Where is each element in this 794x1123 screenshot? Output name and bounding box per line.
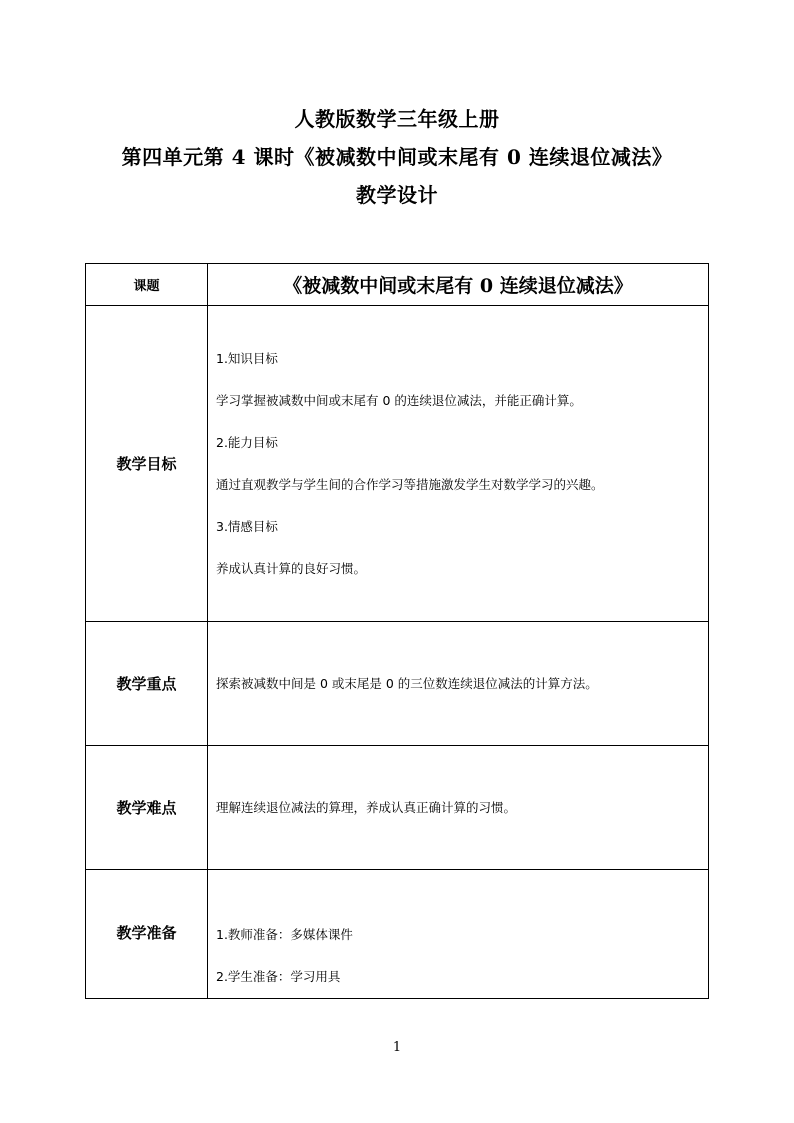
goals-content <box>208 306 709 622</box>
title-line-3: 教学设计 <box>356 183 438 207</box>
topic-label: 课题 <box>86 264 208 306</box>
difficulties-content <box>208 746 709 870</box>
key-points-text: 探索被减数中间是 0 或末尾是 0 的三位数连续退位减法的计算方法。 <box>216 675 598 691</box>
title-line-2: 第四单元第 4 课时《被减数中间或末尾有 0 连续退位减法》 <box>121 145 673 169</box>
goal-line: 通过直观教学与学生间的合作学习等措施激发学生对数学学习的兴趣。 <box>216 476 604 492</box>
key-points-content <box>208 622 709 746</box>
goal-line: 养成认真计算的良好习惯。 <box>216 560 367 576</box>
goal-line: 1.知识目标 <box>216 350 278 366</box>
topic-value: 《被减数中间或末尾有 0 连续退位减法》 <box>208 264 709 306</box>
preparation-label: 教学准备 <box>86 870 208 999</box>
difficulties-text: 理解连续退位减法的算理，养成认真正确计算的习惯。 <box>216 799 517 815</box>
preparation-content <box>208 870 709 999</box>
preparation-line: 1.教师准备：多媒体课件 <box>216 927 353 942</box>
goal-line: 2.能力目标 <box>216 434 278 450</box>
goals-label: 教学目标 <box>86 306 208 622</box>
key-points-label: 教学重点 <box>86 622 208 746</box>
goal-line: 学习掌握被减数中间或末尾有 0 的连续退位减法，并能正确计算。 <box>216 392 582 408</box>
preparation-line: 2.学生准备：学习用具 <box>216 969 341 984</box>
difficulties-label: 教学难点 <box>86 746 208 870</box>
table-row-key-points <box>86 622 709 746</box>
preparation-list <box>216 870 708 998</box>
table-row-topic <box>86 264 709 306</box>
title-line-1: 人教版数学三年级上册 <box>294 107 500 131</box>
table-row-preparation <box>86 870 709 999</box>
lesson-design-table <box>85 263 709 999</box>
page-number: 1 <box>392 1040 402 1055</box>
document-title <box>0 100 794 214</box>
table-row-difficulties <box>86 746 709 870</box>
goal-line: 3.情感目标 <box>216 518 278 534</box>
table-row-goals <box>86 306 709 622</box>
